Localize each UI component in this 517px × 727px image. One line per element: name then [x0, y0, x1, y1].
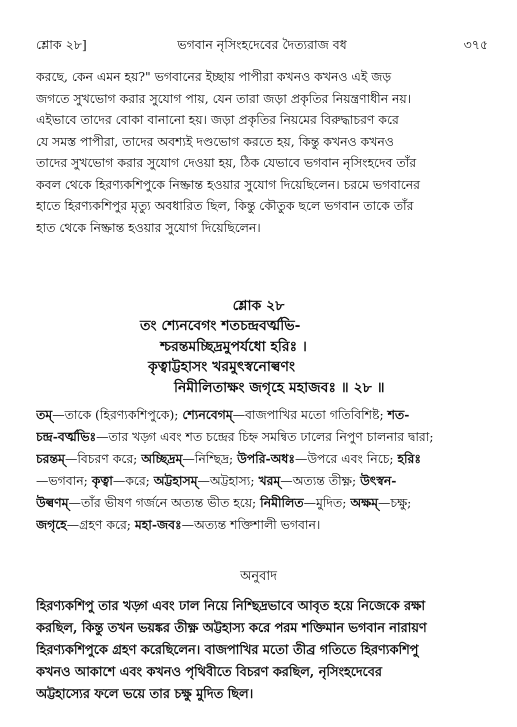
page-number: ৩৭৫	[463, 37, 488, 52]
verse-line: কৃত্বাট্টহাসং খরমুৎস্বনোল্বণং	[148, 359, 296, 375]
translation-line: হিরণ্যকশিপু তার খড়্গ এবং ঢাল নিয়ে নিশ্ছিদ্রভাবে আবৃত হয়ে নিজেকে রক্ষা	[36, 599, 426, 614]
translation-heading: অনুবাদ	[240, 569, 277, 584]
synonym-term: কৃত্বা	[91, 473, 113, 488]
synonym-meaning: —অট্টহাস্য;	[197, 473, 259, 488]
verse-heading: শ্লোক ২৮	[232, 298, 285, 314]
synonym-line	[36, 470, 488, 492]
synonym-meaning: —তাকে (হিরণ্যকশিপুকে);	[52, 407, 183, 422]
synonym-term: উৎস্বন-	[360, 473, 397, 488]
header-chapter-title: ভগবান নৃসিংহদেবের দৈত্যরাজ বধ	[177, 37, 347, 52]
purport-line: জগতে সুখভোগ করার সুযোগ পায়, যেন তারা জড়া প্রকৃতির নিয়ন্ত্রণাধীন নয়।	[36, 90, 412, 106]
header-verse-number: শ্লোক ২৮]	[36, 37, 87, 52]
purport-line: হাত থেকে নিষ্ক্রান্ত হওয়ার সুযোগ দিয়েছিলেন।	[36, 219, 261, 235]
purport-line: কবল থেকে হিরণ্যকশিপুকে নিষ্ক্রান্ত হওয়ার সুযোগ দিয়েছিলেন। চরমে ভগবানের	[36, 176, 420, 192]
synonym-term: শ্যেনবেগম্	[182, 407, 233, 422]
synonym-term: অচ্ছিদ্রম্	[141, 451, 183, 466]
synonym-line	[36, 448, 488, 470]
synonym-meaning: —অত্যন্ত তীক্ষ্ণ;	[280, 473, 361, 488]
translation-line: কখনও আকাশে এবং কখনও পৃথিবীতে বিচরণ করছিল, নৃসিংহদেবের	[36, 665, 382, 680]
word-for-word-synonyms	[36, 404, 488, 536]
synonym-term: খরম্	[258, 473, 281, 488]
synonym-term: জগৃহে	[36, 517, 67, 532]
purport-line: হাতে হিরণ্যকশিপুর মৃত্যু অবধারিত ছিল, কিন্তু কৌতুক ছলে ভগবান তাকে তাঁর	[36, 198, 414, 213]
synonym-meaning: —অত্যন্ত শক্তিশালী ভগবান।	[181, 517, 321, 532]
synonym-meaning: —ভগবান;	[36, 473, 92, 488]
verse-line: নিমীলিতাক্ষং জগৃহে মহাজবঃ ॥ ২৮ ॥	[174, 379, 385, 396]
synonym-term: শত-	[387, 407, 410, 422]
synonym-term: চরন্তম্	[36, 451, 65, 466]
synonym-term: হরিঃ	[397, 451, 421, 466]
purport-line: করছে, কেন এমন হয়?" ভগবানের ইচ্ছায় পাপীরা কখনও কখনও এই জড়	[36, 69, 392, 84]
synonym-term: অট্টহাসম্	[153, 473, 198, 488]
synonym-term: উল্বণম্	[36, 495, 69, 510]
synonym-line	[36, 404, 488, 426]
synonym-meaning: —গ্রহণ করে;	[66, 517, 135, 532]
running-header	[36, 36, 488, 54]
synonym-meaning: —চক্ষু;	[378, 495, 412, 510]
synonym-line	[36, 492, 488, 514]
purport-line: যে সমস্ত পাপীরা, তাদের অবশ্যই দণ্ডভোগ করতে হয়, কিন্তু কখনও কখনও	[36, 133, 394, 149]
translation-paragraph	[36, 596, 488, 706]
synonym-meaning: —মুদিত;	[303, 495, 351, 510]
synonym-term: উপরি-অধঃ	[237, 451, 295, 466]
purport-line: এইভাবে তাদের বোকা বানানো হয়। জড়া প্রকৃতির নিয়মের বিরুদ্ধাচরণ করে	[36, 112, 399, 127]
translation-line: হিরণ্যকশিপুকে গ্রহণ করেছিলেন। বাজপাখির মতো তীব্র গতিতে হিরণ্যকশিপু	[36, 643, 419, 658]
synonym-meaning: —তাঁর ভীষণ গর্জনে অত্যন্ত ভীত হয়ে;	[68, 495, 261, 510]
synonym-line	[36, 426, 488, 448]
synonym-meaning: —বিচরণ করে;	[64, 451, 142, 466]
purport-paragraph	[36, 66, 488, 238]
translation-line: করছিল, কিন্তু তখন ভয়ঙ্কর তীক্ষ্ণ অট্টহাস্য করে পরম শক্তিমান ভগবান নারায়ণ	[36, 621, 427, 636]
synonym-meaning: —করে;	[112, 473, 154, 488]
synonym-term: নিমীলিত	[260, 495, 304, 510]
purport-line: তাদের সুখভোগ করার সুযোগ দেওয়া হয়, ঠিক যেভাবে ভগবান নৃসিংহদেব তাঁর	[36, 155, 417, 170]
synonym-term: মহা-জবঃ	[134, 517, 182, 532]
synonym-term: চন্দ্র-বর্ত্মভিঃ	[36, 429, 97, 444]
synonym-line	[36, 514, 488, 536]
synonym-meaning: —তার খড়্গ এবং শত চন্দ্রের চিহ্ন সমন্বিত ঢালের নিপুণ চালনার দ্বারা;	[96, 429, 434, 444]
synonym-term: অক্ষম্	[350, 495, 379, 510]
verse-line: শ্চরন্তমচ্ছিদ্রমুপর্যধো হরিঃ ।	[160, 338, 307, 355]
sanskrit-verse	[140, 316, 500, 398]
synonym-meaning: —উপরে এবং নিচে;	[294, 451, 398, 466]
synonym-meaning: —বাজপাখির মতো গতিবিশিষ্ট;	[232, 407, 388, 422]
synonym-meaning: —নিশ্ছিদ্র;	[182, 451, 238, 466]
translation-line: অট্টহাস্যের ফলে ভয়ে তার চক্ষু মুদিত ছিল।	[36, 687, 254, 702]
synonym-term: তম্	[36, 407, 53, 422]
verse-line: তং শ্যেনবেগং শতচন্দ্রবর্ত্মভি-	[140, 318, 301, 334]
